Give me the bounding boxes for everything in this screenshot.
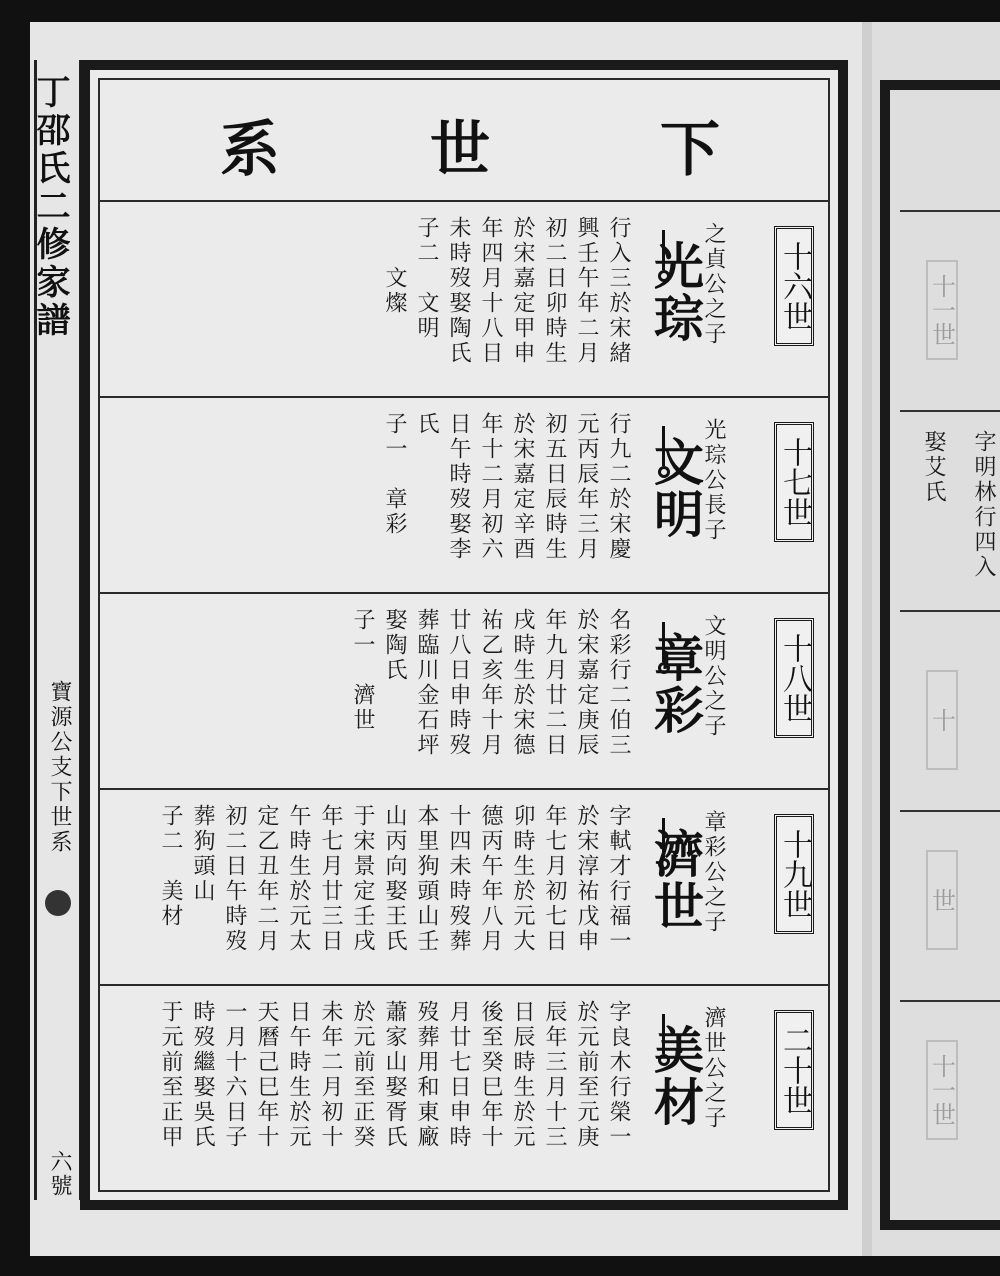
generation-label: 二十世	[774, 1010, 814, 1130]
table-header	[100, 80, 828, 202]
biography-column: 本里狗頭山壬	[414, 804, 439, 954]
rp-divider	[900, 210, 1000, 212]
biography-column: 後至癸巳年十	[478, 1000, 503, 1150]
parent-note: 文明公之子	[701, 614, 726, 739]
rp-divider	[900, 610, 1000, 612]
biography-column: 戌時生於宋德	[510, 608, 535, 758]
biography-column: 辰年三月十三	[542, 1000, 567, 1150]
biography-column: 子二 文明	[414, 216, 439, 341]
generation-row	[100, 396, 828, 594]
rp-divider	[900, 810, 1000, 812]
biography-column: 廿八日申時歿	[446, 608, 471, 758]
rp-faded-generation: 十一世	[926, 260, 958, 360]
biography-column: 字軾才行福一	[606, 804, 631, 954]
biography-column: 子一 章彩	[382, 412, 407, 537]
spine-section: 寶源公支下世系	[47, 680, 72, 855]
biography-column: 德丙午年八月	[478, 804, 503, 954]
biography-column: 日午時歿娶李	[446, 412, 471, 562]
table-inner	[98, 78, 830, 1192]
biography-column: 行九二於宋慶	[606, 412, 631, 562]
person-name: 章彩	[646, 632, 705, 736]
rp-faded-generation: 十	[926, 670, 958, 770]
biography-column: 午時生於元太	[286, 804, 311, 954]
biography-column: 一月十六日子	[222, 1000, 247, 1150]
biography-column: 未時歿娶陶氏	[446, 216, 471, 366]
biography-column: 行入三於宋緒	[606, 216, 631, 366]
biography-column: 葬臨川金石坪	[414, 608, 439, 758]
generation-row	[100, 200, 828, 398]
parent-note: 光琮公長子	[701, 418, 726, 543]
header-char-3: 系	[220, 115, 280, 185]
header-char-1: 下	[660, 115, 720, 185]
biography-column: 時歿繼娶吳氏	[190, 1000, 215, 1150]
biography-column: 年七月廿三日	[318, 804, 343, 954]
biography-column: 年九月廿二日	[542, 608, 567, 758]
spine-title: 丁邵氏二修家譜	[30, 74, 70, 340]
biography-column: 於元前至元庚	[574, 1000, 599, 1150]
biography-column: 卯時生於元大	[510, 804, 535, 954]
biography-column: 葬狗頭山	[190, 804, 215, 904]
biography-column: 於宋嘉定甲申	[510, 216, 535, 366]
right-page-frame	[880, 80, 1000, 1230]
person-name: 美材	[646, 1024, 705, 1128]
biography-column: 年七月初七日	[542, 804, 567, 954]
biography-column: 元丙辰年三月	[574, 412, 599, 562]
biography-column: 山丙向娶王氏	[382, 804, 407, 954]
biography-column: 年四月十八日	[478, 216, 503, 366]
biography-column: 日午時生於元	[286, 1000, 311, 1150]
biography-column: 於宋嘉定辛酉	[510, 412, 535, 562]
biography-column: 于元前至正甲	[158, 1000, 183, 1150]
biography-column: 日辰時生於元	[510, 1000, 535, 1150]
biography-column: 娶陶氏	[382, 608, 407, 683]
biography-column: 于宋景定壬戌	[350, 804, 375, 954]
biography-column: 文燦	[382, 216, 407, 316]
biography-column: 於宋嘉定庚辰	[574, 608, 599, 758]
generation-label: 十七世	[774, 422, 814, 542]
rp-text-column: 字明林行四入	[971, 430, 996, 580]
generation-row	[100, 592, 828, 790]
biography-column: 初二日午時歿	[222, 804, 247, 954]
rp-divider	[900, 410, 1000, 412]
rp-text-column: 娶艾氏	[921, 430, 946, 505]
parent-note: 之貞公之子	[701, 222, 726, 347]
biography-column: 月廿七日申時	[446, 1000, 471, 1150]
rp-divider	[900, 1000, 1000, 1002]
biography-column: 定乙丑年二月	[254, 804, 279, 954]
person-name: 濟世	[646, 828, 705, 932]
biography-column: 子一 濟世	[350, 608, 375, 733]
generation-label: 十九世	[774, 814, 814, 934]
genealogy-table	[80, 60, 848, 1210]
spine-strip	[30, 60, 82, 1200]
biography-column: 未年二月初十	[318, 1000, 343, 1150]
biography-column: 祐乙亥年十月	[478, 608, 503, 758]
biography-column: 蕭家山娶胥氏	[382, 1000, 407, 1150]
parent-note: 章彩公之子	[701, 810, 726, 935]
biography-column: 興壬午年二月	[574, 216, 599, 366]
biography-column: 名彩行二伯三	[606, 608, 631, 758]
biography-column: 天曆己巳年十	[254, 1000, 279, 1150]
person-name: 文明	[646, 436, 705, 540]
page-fold	[862, 22, 872, 1256]
biography-column: 於宋淳祐戊申	[574, 804, 599, 954]
person-name: 光琮	[646, 240, 705, 344]
biography-column: 年十二月初六	[478, 412, 503, 562]
generation-row	[100, 984, 828, 1180]
parent-note: 濟世公之子	[701, 1006, 726, 1131]
biography-column: 初二日卯時生	[542, 216, 567, 366]
generation-label: 十六世	[774, 226, 814, 346]
biography-column: 初五日辰時生	[542, 412, 567, 562]
biography-column: 歿葬用和東廠	[414, 1000, 439, 1150]
generation-label: 十八世	[774, 618, 814, 738]
generation-row	[100, 788, 828, 986]
rp-faded-generation: 世	[926, 850, 958, 950]
header-char-2: 世	[430, 115, 490, 185]
spine-mark-icon	[45, 890, 71, 916]
spine-page-number: 六號	[47, 1150, 72, 1198]
biography-column: 字良木行榮一	[606, 1000, 631, 1150]
biography-column: 氏	[414, 412, 439, 437]
rp-faded-generation: 十一世	[926, 1040, 958, 1140]
biography-column: 子二 美材	[158, 804, 183, 929]
biography-column: 十四未時歿葬	[446, 804, 471, 954]
biography-column: 於元前至正癸	[350, 1000, 375, 1150]
